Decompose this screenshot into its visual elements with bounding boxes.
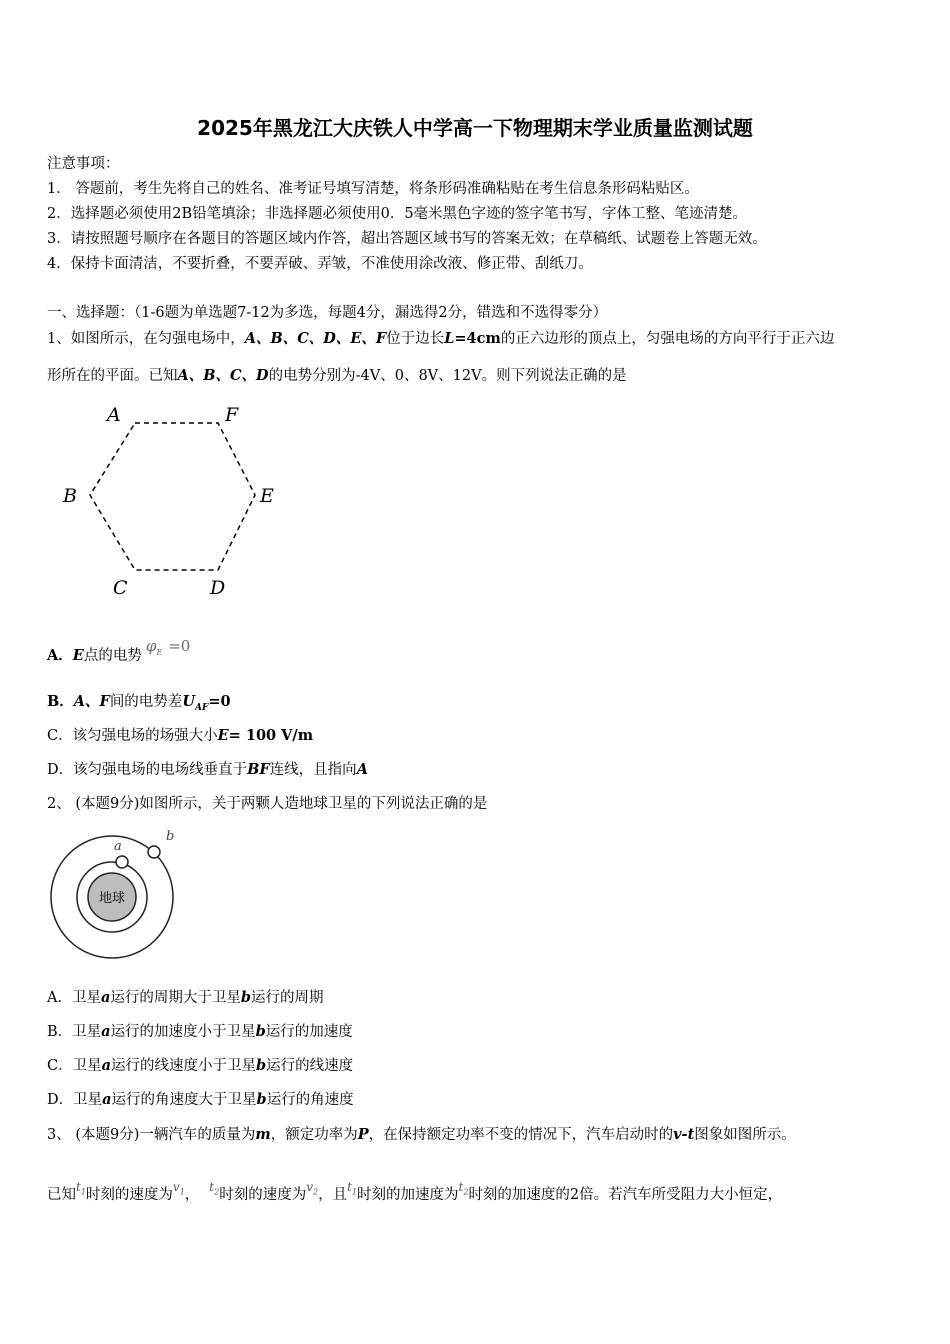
q2-option-d: D．卫星a运行的角速度大于卫星b运行的角速度 <box>47 1091 354 1108</box>
hexagon-shape <box>90 423 255 570</box>
notice-item-4: 4．保持卡面清洁，不要折叠，不要弄破、弄皱，不准使用涂改液、修正带、刮纸刀。 <box>47 256 593 272</box>
notice-heading: 注意事项： <box>47 156 120 172</box>
q1-option-c: C．该匀强电场的场强大小E= 100 V/m <box>47 727 314 744</box>
q1-stem-line2: 形所在的平面。已知A、B、C、D的电势分别为-4V、0、8V、12V。则下列说法正确的是 <box>47 367 627 384</box>
earth-label: 地球 <box>98 891 126 906</box>
vertex-label-F: F <box>225 404 239 426</box>
section-heading: 一、选择题：（1-6题为单选题7-12为多选，每题4分，漏选得2分，错选和不选得零分） <box>47 305 608 321</box>
satellite-a <box>116 856 128 868</box>
q1-stem-line1: 1、如图所示，在匀强电场中，A、B、C、D、E、F位于边长L=4cm的正六边形的顶点上，匀强电场的方向平行于正六边 <box>47 330 835 347</box>
q3-stem-line1: 3、 (本题9分)一辆汽车的质量为m，额定功率为P，在保持额定功率不变的情况下，汽车启动时的v-t图象如图所示。 <box>47 1126 796 1143</box>
satellite-b <box>148 846 160 858</box>
vertex-label-A: A <box>107 404 121 426</box>
q3-stem-line2: 已知$^{t_1}$时刻的速度为$^{v_1}$， $^{t_2}$时刻的速度为$^{v_2}$，且$^{t_1}$时刻的加速度为$^{t_2}$时刻的加速度的2倍。若汽车所受阻力大小恒定， <box>47 1180 783 1203</box>
notice-item-1: 1． 答题前，考生先将自己的姓名、准考证号填写清楚，将条形码准确粘贴在考生信息条形码粘贴区。 <box>47 181 699 197</box>
vertex-label-B: B <box>63 485 77 507</box>
notice-item-2: 2．选择题必须使用2B铅笔填涂；非选择题必须使用0．5毫米黑色字迹的签字笔书写，字体工整、笔迹清楚。 <box>47 206 748 222</box>
satellite-orbit-figure <box>48 825 188 960</box>
notice-item-3: 3．请按照题号顺序在各题目的答题区域内作答，超出答题区域书写的答案无效；在草稿纸、试题卷上答题无效。 <box>47 231 767 247</box>
vertex-label-C: C <box>113 577 128 599</box>
satellite-b-label: b <box>166 829 175 844</box>
phi-symbol: $\varphi_E$ <box>145 637 163 657</box>
vertex-label-E: E <box>260 485 274 507</box>
q1-option-d: D．该匀强电场的电场线垂直于BF连线，且指向A <box>47 761 368 778</box>
q1-option-b: B．A、F间的电势差$U_{AF}=0$ <box>47 693 231 713</box>
vertex-label-D: D <box>210 577 226 599</box>
q2-option-b: B．卫星a运行的加速度小于卫星b运行的加速度 <box>47 1023 353 1040</box>
q2-option-c: C．卫星a运行的线速度小于卫星b运行的线速度 <box>47 1057 354 1074</box>
q2-option-a: A．卫星a运行的周期大于卫星b运行的周期 <box>47 989 324 1006</box>
hexagon-figure <box>55 398 295 608</box>
page-title: 2025年黑龙江大庆铁人中学高一下物理期末学业质量监测试题 <box>197 116 753 140</box>
satellite-a-label: a <box>114 839 122 854</box>
q2-stem: 2、 (本题9分)如图所示，关于两颗人造地球卫星的下列说法正确的是 <box>47 796 488 812</box>
q1-option-a: A．E点的电势$\varphi_E =0$ <box>47 637 191 664</box>
